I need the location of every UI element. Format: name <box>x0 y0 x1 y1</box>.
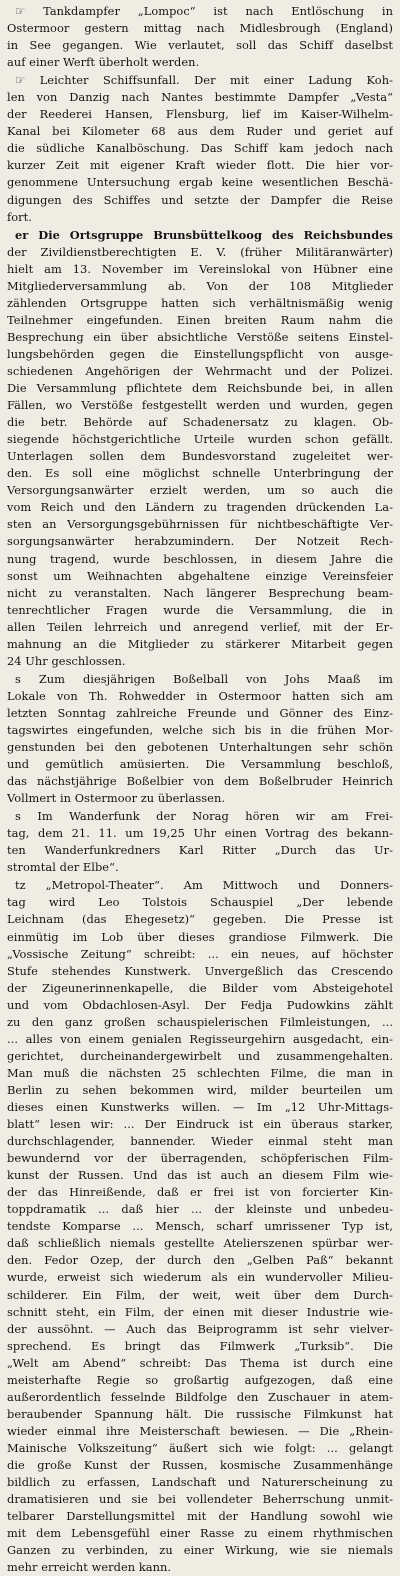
text-line: schilderer. Ein Film, der weit, weit über dem Durch- <box>7 1287 393 1302</box>
text-line: s Im Wanderfunk der Norag hören wir am Frei- <box>15 809 393 824</box>
article-schiffsunfall <box>7 72 393 225</box>
text-line: die große Kunst der Russen, kosmische Zusammenhänge <box>7 1457 393 1472</box>
text-line: dieses einen Kunstwerks willen. — Im „12 Uhr-Mittags- <box>7 1100 393 1114</box>
text-line: lungsbehörden gegen die Einstellungspflicht von ausge- <box>7 346 393 361</box>
article-ortsgruppe <box>7 227 393 670</box>
text-line: Ostermoor gestern mittag nach Midlesbrough (England) <box>7 21 393 36</box>
text-line: allen Teilen lehrreich und anregend verlief, mit der Er- <box>7 619 393 634</box>
text-line: siegende höchstgerichtliche Urteile wurden schon gefällt. <box>7 432 393 447</box>
text-line: tenrechtlicher Fragen wurde die Versammlung, die in <box>7 602 393 617</box>
text-line: sprechend. Es bringt das Filmwerk „Turksib“. Die <box>7 1338 393 1353</box>
article-tankdampfer <box>7 3 393 71</box>
text-line: hielt am 13. November im Vereinslokal von Hübner eine <box>7 261 393 276</box>
text-line: die südliche Kanalböschung. Das Schiff kam jedoch nach <box>7 141 393 156</box>
text-line: mit dem Lebensgefühl einer Rasse zu einem rhythmischen <box>7 1526 393 1541</box>
text-line: die betr. Behörde auf Schadenersatz zu klagen. Ob- <box>7 415 393 430</box>
text-line: kunst der Russen. Und das ist auch an diesem Film wie- <box>7 1168 393 1183</box>
text-line: Man muß die nächsten 25 schlechten Filme, die man in <box>7 1065 393 1080</box>
text-line: ☞ Tankdampfer „Lompoc“ ist nach Entlöschung in <box>15 4 393 18</box>
text-line: tagswirtes eingefunden, welche sich bis in die frühen Mor- <box>7 722 393 737</box>
text-line: in See gegangen. Wie verlautet, soll das Schiff daselbst <box>7 38 393 53</box>
article-boszelball <box>7 671 393 807</box>
text-line: Mitgliederversammlung ab. Von der 108 Mitglieder <box>7 278 393 293</box>
text-line: den. Fedor Ozep, der durch den „Gelben Paß“ bekannt <box>7 1253 393 1268</box>
text-line: der das Hinreißende, daß er frei ist von forcierter Kin- <box>7 1185 393 1200</box>
text-line: durchschlagender, bannender. Wieder einmal steht man <box>7 1134 393 1149</box>
text-line: Kanal bei Kilometer 68 aus dem Ruder und geriet auf <box>7 124 393 139</box>
text-line: s Zum diesjährigen Boßelball von Johs Maaß im <box>15 671 393 686</box>
article-metropol <box>7 877 393 1576</box>
text-line: letzten Sonntag zahlreiche Freunde und Gönner des Einz- <box>7 705 393 720</box>
text-line: Die Versammlung pflichtete dem Reichsbunde bei, in allen <box>7 381 393 396</box>
text-line: sorgungsanwärter herabzumindern. Der Notzeit Rech- <box>7 534 393 549</box>
text-line: „Vossische Zeitung“ schreibt: ... ein neues, auf höchster <box>7 946 393 961</box>
text-line: tag, dem 21. 11. um 19,25 Uhr einen Vortrag des bekann- <box>7 826 393 841</box>
text-line: ... alles von einem genialen Regisseurgehirn ausgedacht, ein- <box>7 1031 393 1046</box>
text-line: er Die Ortsgruppe Brunsbüttelkoog des Reichsbundes <box>15 227 393 242</box>
text-line: ten Wanderfunkredners Karl Ritter „Durch das Ur- <box>7 843 393 858</box>
text-line: ☞ Leichter Schiffsunfall. Der mit einer Ladung Koh- <box>15 73 393 88</box>
text-line: Lokale von Th. Rohwedder in Ostermoor hatten sich am <box>7 688 393 703</box>
text-line: der Reederei Hansen, Flensburg, lief im Kaiser-Wilhelm- <box>7 107 393 122</box>
text-line: tz „Metropol-Theater“. Am Mittwoch und Donners- <box>15 878 393 893</box>
text-line: Berlin zu sehen bekommen wird, milder beurteilen um <box>7 1082 393 1097</box>
text-line: auf einer Werft überholt werden. <box>7 55 200 70</box>
text-line: Vollmert in Ostermoor zu überlassen. <box>7 791 226 806</box>
text-line: mehr erreicht werden kann. <box>7 1560 172 1575</box>
text-line: meisterhafte Regie so großartig aufgezogen, daß eine <box>7 1372 393 1387</box>
text-line: Unterlagen sollen dem Bundesvorstand zugeleitet wer- <box>7 449 393 464</box>
text-line: sonst um Weihnachten abgehaltene einzige Vereinsfeier <box>7 568 393 583</box>
text-line: stromtal der Elbe“. <box>7 860 119 875</box>
text-line: len von Danzig nach Nantes bestimmte Dampfer „Vesta“ <box>7 90 393 105</box>
text-line: fort. <box>7 209 32 224</box>
article-wanderfunk <box>7 808 393 876</box>
text-line: einmütig im Lob über dieses grandiose Filmwerk. Die <box>7 929 393 944</box>
text-line: nicht zu veranstalten. Nach längerer Besprechung beam- <box>7 585 393 600</box>
text-line: dramatisieren und sie bei vollendeter Beherrschung unmit- <box>7 1492 393 1507</box>
text-line: genommene Untersuchung ergab keine wesentlichen Beschä- <box>7 175 393 190</box>
text-line: nung tragend, wurde beschlossen, in diesem Jahre die <box>7 551 393 566</box>
text-line: der aussöhnt. — Auch das Beiprogramm ist sehr vielver- <box>7 1321 393 1336</box>
text-line: telbarer Darstellungsmittel mit der Handlung sowohl wie <box>7 1509 393 1524</box>
text-line: und vom Obdachlosen-Asyl. Der Fedja Pudowkins zählt <box>7 997 393 1012</box>
text-line: sten an Versorgungsgebührnissen für nichtbeschäftigte Ver- <box>7 517 393 532</box>
text-line: wieder einmal ihre Meisterschaft bewiesen. — Die „Rhein- <box>7 1423 393 1438</box>
text-line: Fällen, wo Verstöße festgestellt werden und wurden, gegen <box>7 398 393 413</box>
text-line: mahnung an die Mitglieder zu stärkerer Mitarbeit gegen <box>7 636 393 651</box>
text-line: daß schließlich niemals gestellte Atelierszenen spürbar wer- <box>7 1236 393 1251</box>
text-line: zu den ganz großen schauspielerischen Filmleistungen, ... <box>7 1014 393 1029</box>
text-line: Versorgungsanwärter erzielt werden, um so auch die <box>7 483 393 498</box>
text-line: Stufe stehendes Kunstwerk. Unvergeßlich das Crescendo <box>7 963 393 978</box>
text-line: „Welt am Abend“ schreibt: Das Thema ist durch eine <box>7 1355 393 1370</box>
text-line: wurde, erweist sich wiederum als ein wundervoller Milieu- <box>7 1270 393 1285</box>
text-line: 24 Uhr geschlossen. <box>7 653 126 668</box>
text-line: Ganzen zu verbinden, zu einer Wirkung, wie sie niemals <box>7 1543 393 1558</box>
text-line: der Zivildienstberechtigten E. V. (früher Militäranwärter) <box>7 244 393 259</box>
text-line: Mainische Volkszeitung“ äußert sich wie folgt: ... gelangt <box>7 1440 393 1455</box>
text-line: den. Es soll eine möglichst schnelle Unterbringung der <box>7 466 393 481</box>
text-line: toppdramatik ... daß hier ... der kleinste und unbedeu- <box>7 1202 393 1217</box>
text-line: schiedenen Angehörigen der Wehrmacht und der Polizei. <box>7 363 393 378</box>
text-line: der Zigeunerinnenkapelle, die Bilder vom Absteigehotel <box>7 980 393 995</box>
text-line: gerichtet, durcheinandergewirbelt und zusammengehalten. <box>7 1048 393 1063</box>
text-line: das nächstjährige Boßelbier von dem Boßelbruder Heinrich <box>7 774 393 789</box>
text-line: Teilnehmer eingefunden. Einen breiten Raum nahm die <box>7 312 393 327</box>
text-line: tendste Komparse ... Mensch, scharf umrissener Typ ist, <box>7 1219 393 1234</box>
text-line: und gemütlich amüsierten. Die Versammlung beschloß, <box>7 757 393 772</box>
text-line: digungen des Schiffes und setzte der Dampfer die Reise <box>7 192 393 207</box>
text-line: zählenden Ortsgruppe hatten sich verhältnismäßig wenig <box>7 295 393 310</box>
text-line: außerordentlich fesselnde Bildfolge den Zuschauer in atem- <box>7 1389 393 1404</box>
text-line: kurzer Zeit mit eigener Kraft wieder flott. Die hier vor- <box>7 158 393 173</box>
text-line: tag wird Leo Tolstois Schauspiel „Der lebende <box>7 895 393 910</box>
text-line: genstunden bei den gebotenen Unterhaltungen sehr schön <box>7 740 393 755</box>
text-line: blatt“ lesen wir: ... Der Eindruck ist ein überaus starker, <box>7 1117 393 1132</box>
text-line: Leichnam (das Ehegesetz)“ gegeben. Die Presse ist <box>7 912 393 927</box>
text-line: beraubender Spannung hält. Die russische Filmkunst hat <box>7 1406 393 1421</box>
text-line: Besprechung ein über absichtliche Verstöße seitens Einstel- <box>7 329 393 344</box>
text-line: bewundernd vor der überragenden, schöpferischen Film- <box>7 1151 393 1166</box>
text-line: bildlich zu erfassen, Landschaft und Naturerscheinung zu <box>7 1475 393 1490</box>
text-line: vom Reich und den Ländern zu tragenden drückenden La- <box>7 500 393 515</box>
text-line: schnitt steht, ein Film, der einen mit dieser Industrie wie- <box>7 1304 393 1319</box>
